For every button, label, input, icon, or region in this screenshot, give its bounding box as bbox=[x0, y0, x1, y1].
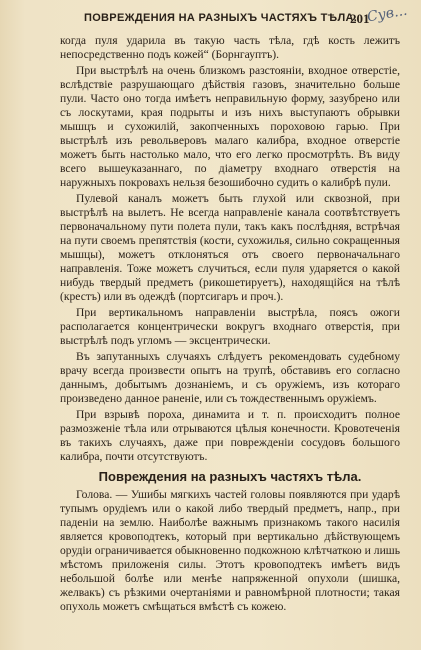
handwritten-note: Сув... bbox=[365, 2, 409, 26]
paragraph: При вертикальномъ направленiи выстрѣла, поясъ ожоги располагается концентрически вокругъ входнаго отверстiя, при выстрѣлѣ подъ угломъ — эксцентрически. bbox=[60, 306, 400, 347]
section-heading: Повреждения на разныхъ частяхъ тѣла. bbox=[98, 469, 362, 484]
running-head: ПОВРЕЖДЕНИЯ НА РАЗНЫХЪ ЧАСТЯХЪ ТѢЛА. bbox=[84, 12, 358, 24]
page-number: 201 bbox=[350, 11, 370, 26]
paragraph: Пулевой каналъ можетъ быть глухой или сквозной, при выстрѣлѣ на вылетъ. Не всегда направленiе канала соотвѣтствуетъ первоначальному пути полета пули, такъ какъ послѣдняя, встрѣчая на пути своемъ препятствiя (кости, сухожилья, сильно сокращенныя мышцы), можетъ отклоняться отъ своего первоначальнаго направленiя. Тоже можетъ случиться, если пуля ударяется о какой нибудь твердый предметъ (рикошетируетъ), находящiйся на тѣлѣ (крестъ) или въ одеждѣ (портсигаръ и проч.). bbox=[60, 192, 400, 303]
paragraph: При взрывѣ пороха, динамита и т. п. происходитъ полное размозженiе тѣла или отрываются цѣлыя конечности. Кровотеченiя въ такихъ случаяхъ, даже при поврежденiи сосудовъ большого калибра, почти отсутствуютъ. bbox=[60, 408, 400, 463]
page-header bbox=[0, 2, 421, 28]
paragraph: Въ запутанныхъ случаяхъ слѣдуетъ рекомендовать судебному врачу всегда произвести опытъ на трупѣ, обставивъ его согласно даннымъ, добытымъ дознанiемъ, и съ оружiемъ, изъ котораго произведено данное раненiе, или съ тождественнымъ оружiемъ. bbox=[60, 350, 400, 405]
paragraph: Голова. — Ушибы мягкихъ частей головы появляются при ударѣ тупымъ орудiемъ или о какой либо твердый предметъ, напр., при паденiи на землю. Наиболѣе важнымъ признакомъ такого насилiя является кровоподтекъ, который при вертикально дѣйствующемъ орудiи ограничивается обыкновенно подкожною клѣтчаткою и лишь мѣстомъ приложенiя силы. Этотъ кровоподтекъ имѣетъ видъ небольшой болѣе или менѣе напряженной опухоли (шишка, желвакъ) съ рѣзкими очертанiями и равномѣрной плотности; такая опухоль можетъ смѣщаться вмѣстѣ съ кожею. bbox=[60, 488, 400, 613]
paragraph: когда пуля ударила въ такую часть тѣла, гдѣ кость лежитъ непосредственно подъ кожей“ (Борнгауптъ). bbox=[60, 34, 400, 61]
page-body bbox=[60, 34, 400, 616]
paragraph: При выстрѣлѣ на очень близкомъ разстоянiи, входное отверстiе, вслѣдствiе разрушающаго дѣйствiя газовъ, значительно больше пули. Часто оно тогда имѣетъ неправильную форму, зазубрено или съ лоскутами, края подрыты и изъ нихъ выступаютъ обрывки мышцъ и сухожилiй, закопченныхъ пороховою гарью. При выстрѣлѣ изъ револьверовъ малаго калибра, входное отверстiе можетъ быть настолько мало, что его легко просмотрѣть. Въ виду всего вышеуказаннаго, по дiаметру входнаго отверстiя на наружныхъ покровахъ нельзя безошибочно судить о калибрѣ пули. bbox=[60, 64, 400, 189]
